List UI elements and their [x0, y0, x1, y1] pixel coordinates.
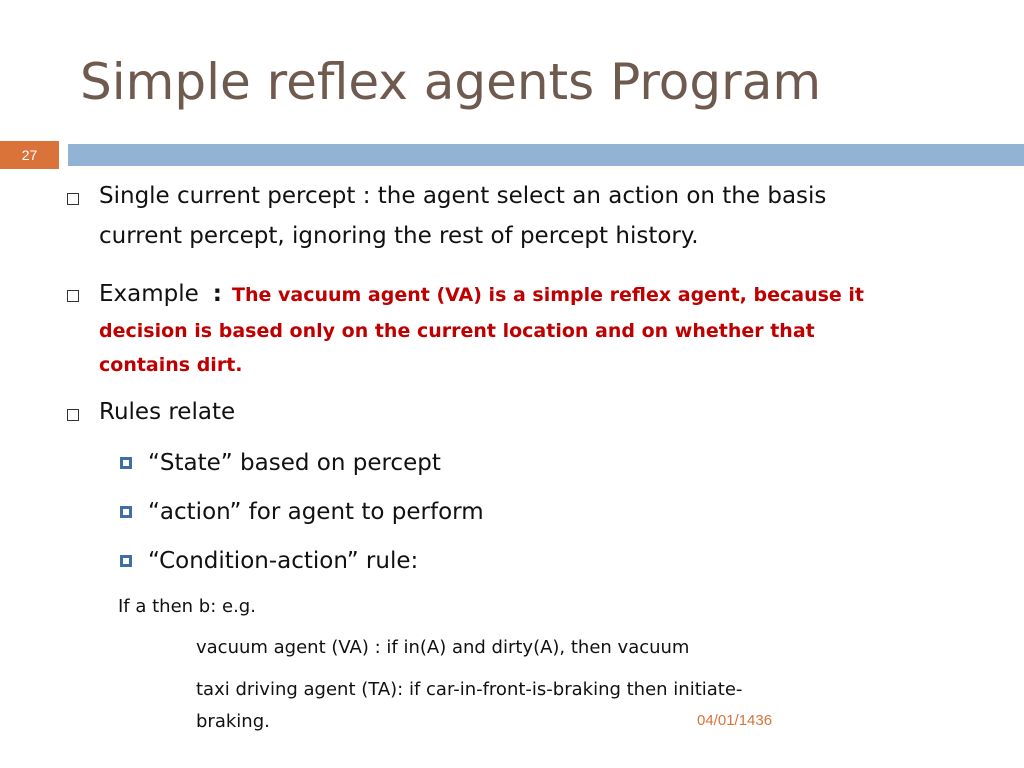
example-text-line3: contains dirt.	[99, 354, 243, 376]
rule-taxi-agent-line1: taxi driving agent (TA): if car-in-front-is-braking then initiate-	[196, 679, 743, 700]
slide-date: 04/01/1436	[697, 712, 773, 729]
sub-bullet-state: “State” based on percept	[148, 450, 441, 476]
example-label: Example	[99, 281, 199, 307]
rule-intro: If a then b: e.g.	[118, 596, 256, 617]
square-bullet-icon	[120, 457, 132, 469]
square-bullet-icon	[120, 506, 132, 518]
example-text-line2: decision is based only on the current location and on whether that	[99, 320, 815, 342]
bullet-example	[99, 274, 864, 315]
sub-bullet-condition-action: “Condition-action” rule:	[148, 548, 419, 574]
example-text-line1: The vacuum agent (VA) is a simple reflex agent, because it	[232, 284, 865, 306]
slide-number: 27	[0, 141, 59, 169]
checkbox-bullet-icon	[67, 290, 79, 302]
bullet-single-percept-line1: Single current percept : the agent select an action on the basis	[99, 183, 827, 209]
bullet-rules-relate: Rules relate	[99, 399, 236, 425]
rule-vacuum-agent: vacuum agent (VA) : if in(A) and dirty(A), then vacuum	[196, 637, 690, 658]
checkbox-bullet-icon	[67, 193, 79, 205]
slide-title: Simple reflex agents Program	[80, 53, 822, 111]
bullet-single-percept-line2: current percept, ignoring the rest of percept history.	[99, 223, 699, 249]
checkbox-bullet-icon	[67, 409, 79, 421]
rule-taxi-agent-line2: braking.	[196, 711, 270, 732]
square-bullet-icon	[120, 555, 132, 567]
header-divider-bar	[68, 144, 1024, 166]
example-colon: :	[212, 281, 222, 307]
sub-bullet-action: “action” for agent to perform	[148, 499, 484, 525]
